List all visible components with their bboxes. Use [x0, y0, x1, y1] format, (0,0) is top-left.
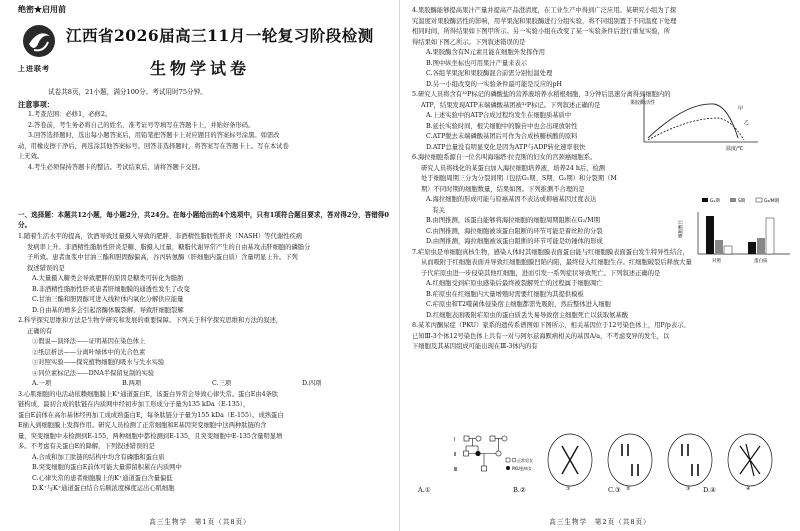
- secret-label: 绝密★启用前: [18, 4, 66, 14]
- item-line: ③对照实验——探究植物细胞的吸水与失水实验: [32, 359, 165, 366]
- question-line: 4.果胶酶能够提高果汁产量并提高产品澄清度，在工业生产中得到广泛应用。某研究小组为了探: [412, 7, 677, 14]
- option: D.四项: [302, 380, 322, 387]
- option-line: B.延长实验时间，根尖细胞中的腺苷中也会出现放射性: [426, 122, 578, 130]
- question-line: 相同时间，所得结果如下图甲所示。另一实验小组在改变了某一实验条件后进行重复实验，所: [412, 28, 671, 35]
- bar-protein-g2m: [766, 218, 774, 254]
- option-line: A.果胶酶含有N元素且能在细胞外发挥作用: [426, 49, 546, 56]
- legend-swatch-g1: [702, 198, 708, 202]
- option-line: A.合成和加工肽链的结构中均含有磷脂和蛋白质: [32, 453, 165, 461]
- question-line: 正确的有: [27, 327, 53, 335]
- option-line: D.另一小组改变的一实验条件最可能是反应的pH: [426, 80, 562, 88]
- cell-3: [668, 434, 712, 492]
- option: D.④: [703, 486, 717, 494]
- series-label-jia: 甲: [738, 106, 744, 112]
- generation-label: Ⅰ: [454, 437, 456, 443]
- y-axis-label: 果胶酶活性: [630, 100, 656, 106]
- bar-control-g1: [706, 216, 714, 254]
- question-line: 2.科学探究思维和方法是生物学研究和发展的重要保障。下列关于科学探究思维和方法的叙述，: [18, 317, 283, 324]
- cell-label: ②: [626, 486, 631, 492]
- question-line: 处于细胞周期三分为分裂间期（包括G₁期、S期、G₂期）和分裂期（M: [421, 175, 617, 182]
- question-line: 量，突变细胞中未检测到E-155，两种细胞中都检测到E-135，且突变细胞中E-135含量明显增: [18, 432, 283, 440]
- option: C.③: [608, 486, 621, 494]
- notes-heading: 注意事项：: [18, 100, 54, 109]
- option-line: B.由图推测，该蛋白能够将海拉细胞的细胞周期阻断在G₂/M期: [426, 217, 600, 224]
- subject-title: 生物学试卷: [149, 59, 250, 78]
- section-heading: 一、选择题：本题共12小题，每小题2分，共24分。在每小题给出的4个选项中，只有1项符合题目要求，答对得2分，答错得0分。: [18, 211, 389, 229]
- item-line: ①假说—演绎法——证明基因在染色体上: [32, 338, 146, 345]
- enzyme-activity-chart: [626, 90, 766, 152]
- bar-control-s: [715, 240, 723, 254]
- legend-pku: PKU患病女: [512, 466, 532, 471]
- page-footer: 高三生物学 第1页（共8页）: [149, 518, 251, 526]
- generation-label: Ⅲ: [454, 467, 458, 473]
- question-line: 下细胞及其基因组成可能出现在Ⅲ-3体内的有: [412, 343, 538, 350]
- cell-label: ④: [746, 486, 751, 492]
- cell-1: [548, 434, 592, 492]
- question-line: 得结果如下图乙所示。下列叙述错误的是: [412, 38, 526, 46]
- question-line: 究温度对果胶酶活性的影响，用苹果泥和果胶酶进行分组实验，将不同组别置于不同温度下处理: [412, 17, 677, 25]
- option: C.三项: [212, 380, 232, 387]
- question-line: 8.某苯丙酮尿症（PKU）家系的遗传系谱图如下图所示，相关基因位于12号染色体上，用P/p表示。: [412, 322, 690, 329]
- item-line: ②纸层析法——分离叶绿体中的光合色素: [32, 348, 146, 356]
- question-line: 期）不同时期的细胞数量，结果如图。下列推测不合理的是: [421, 185, 585, 193]
- question-line: 3.心肌细胞的电活动依赖细胞膜上K⁺通道蛋白E，该蛋白异常会导致心律失常。蛋白E由4条肽: [18, 390, 279, 398]
- option-line: B.非酒精性脂肪性肝炎患者肝细胞膜的通透性发生了改变: [32, 285, 190, 293]
- question-line: 6.海拉细胞系源自一位名叫海瑞塔·拉克斯的妇女的宫颈癌细胞系。: [412, 154, 597, 161]
- option-line: C.甘油三酯和胆固醇可进入线粒体内氧化分解供应能量: [32, 296, 184, 303]
- note-line: 4.考生必须保持答题卡的整洁。考试结束后，请将答题卡交回。: [28, 163, 205, 171]
- legend-g1: G₁期: [710, 199, 720, 204]
- option-line: A.上述实验中的ATP合成过程均发生在细胞质基质中: [426, 112, 572, 119]
- options-row: [18, 379, 392, 390]
- bar-protein-g1: [748, 242, 756, 254]
- option-line: B.突变细胞的蛋白E前体可能大量滞留积累在内质网中: [32, 464, 182, 471]
- question-line: 链构成，最初合成的肽链在内质网中经初步加工形成分子量为135 kDa（E-135），: [18, 401, 250, 408]
- option-line: A.大量摄入糖类会导致肥胖的原因是糖类可转化为脂肪: [32, 275, 184, 282]
- option: A.①: [418, 486, 431, 494]
- option-line: D.由图推测，海拉细胞被该蛋白阻断的环节可能是纺锤体的形成: [426, 238, 603, 245]
- generation-label: Ⅱ: [454, 452, 457, 458]
- legend-swatch-g2m: [756, 198, 762, 202]
- question-line: 从而吸附于红细胞表面并导致红细胞胞膜凹陷内陷，最终侵入红细胞生存。红细胞破裂后释放大量: [421, 259, 692, 266]
- series-label-yi: 乙: [744, 120, 750, 126]
- cell-label: ③: [686, 486, 691, 492]
- question-line: 多。不考虑有关蛋白E的降解，下列叙述错误的是: [18, 443, 155, 450]
- option-line: A.海拉细胞的形成可能与原癌基因不表达或抑癌基因过度表达: [426, 196, 597, 203]
- question-line: 已知Ⅲ-3个体12号染色体上共有一对与阿尔兹海默病相关的基因A/a，不考虑变异的发生，以: [412, 332, 670, 340]
- y-axis-label: 细胞数目: [679, 220, 684, 238]
- category-label: 对照: [712, 259, 721, 264]
- question-line: 蛋白E前体在高尔基体经再加工成成熟蛋白E，每条肽链分子量为155 kDa（E-155）。成熟蛋白: [18, 411, 284, 419]
- right-questions: [412, 6, 792, 353]
- option-line: C.疟原虫和T2噬菌体侵染宿主细胞都需先吸附，然后整体进入细胞: [426, 301, 611, 308]
- page-1: [4, 0, 396, 531]
- page-2: [404, 0, 796, 531]
- option-line: C.ATP脱去末端磷酸基团后可作为合成核糖核酸的原料: [426, 133, 578, 140]
- bar-protein-s: [757, 238, 765, 254]
- option-line: D.自由基的增多会引起溶酶体膜裂解，导致肝细胞裂解: [32, 306, 184, 314]
- option-line: B.疟原虫在红细胞内大量增殖时需要红细胞为其提供模板: [426, 290, 584, 298]
- option-line: C.心律失常的患者细胞膜上的K⁺通道蛋白含量偏低: [32, 474, 173, 482]
- option-line: D.ATP总量没有明显变化是因为ATP与ADP转化速率很快: [426, 143, 586, 151]
- option-line: D.红细胞表面吸附疟原虫的蛋白质丢失易导致宿主细胞死亡以获取氨基酸: [426, 311, 629, 319]
- question-line: 研究人员将线化的某蛋白加入海拉细胞培养液，培养24 h后，检测: [421, 164, 606, 172]
- question-line: 发病率上升。非酒精性脂肪性肝炎是糖、脂摄入过量，糖脂代谢异常产生的自由基攻击肝细胞的磷脂分: [27, 243, 311, 251]
- legend-swatch-s: [730, 198, 736, 202]
- left-questions: [18, 232, 392, 495]
- question-line: ATP，结果发现ATP末端磷酸基团被³²P标记。下列叙述正确的是: [421, 101, 601, 109]
- bar-control-g2m: [724, 246, 732, 254]
- x-axis-label: 温度/℃: [726, 146, 744, 152]
- option: A.一项: [32, 380, 52, 387]
- page-footer: 高三生物学 第2页（共8页）: [549, 518, 651, 526]
- question-line: 叙述错误的是: [27, 264, 65, 272]
- cell-division-figures: [540, 432, 784, 492]
- legend-normal: 正常男女: [517, 458, 533, 463]
- option: B.两项: [122, 380, 142, 387]
- question-line: 7.疟原虫是单细胞真核生物，感染人体时其细胞膜表面蛋白能与红细胞膜表面蛋白发生特异性结合，: [412, 248, 689, 256]
- cell-4: [728, 434, 772, 492]
- exam-title: 江西省2026届高三11月一轮复习阶段检测: [66, 26, 374, 45]
- note-line: 3.回答选择题时，选出每小题答案后，用铅笔把答题卡上对应题目的答案标号涂黑。如需改: [28, 132, 280, 139]
- legend-g2m: G₂/M期: [764, 199, 780, 204]
- category-label: 蛋白质: [754, 259, 768, 264]
- question-line: 子所致。患者血浆中甘油三酯和胆固醇偏高，谷丙转氨酶（肝细胞内蛋白质）含量明显上升。下列: [27, 254, 298, 261]
- note-line: 上无效。: [18, 153, 44, 160]
- pedigree-diagram: [454, 434, 534, 486]
- logo-text: 上进联考: [18, 64, 50, 73]
- item-line: ④同位素标记法——DNA半保留复制的实验: [32, 369, 155, 377]
- question-line: 子代疟原虫进一步侵染其他红细胞，进而引发一系列症状导致死亡。下列叙述正确的是: [421, 269, 661, 277]
- option-line: C.各组苹果泥和果胶酶混合前需分别恒温处理: [426, 70, 553, 77]
- page-divider: [399, 0, 400, 531]
- question-line: E插入到细胞膜上发挥作用。研究人员检测了正常细胞和E基因突变细胞中这两种肽链的含: [18, 422, 267, 429]
- note-line: 动，用橡皮擦干净后，再选涂其他答案标号。回答非选择题时，将答案写在答题卡上。写在本试卷: [18, 142, 289, 150]
- cell-2: [608, 434, 652, 492]
- option-line: 有关: [426, 206, 445, 214]
- question-line: 1.随着生活水平的提高，饮酒导致过量摄入导致的肥胖、非酒精性脂肪性肝炎（NASH）等代谢性疾病: [18, 233, 303, 240]
- option-line: B.图中纵坐标也可用果汁产量来表示: [426, 59, 528, 67]
- notes-list: [18, 110, 390, 173]
- option-line: A.红细胞受到疟原虫感染后最终被裂解死亡的过程属于细胞凋亡: [426, 280, 603, 287]
- option-line: C.由图推测，海拉细胞被该蛋白阻断的环节可能是着丝粒的分裂: [426, 227, 603, 235]
- q8-options-row: [412, 486, 792, 494]
- cell-cycle-bar-chart: [679, 196, 794, 266]
- note-line: 1.考查范围：必修1，必修2。: [28, 111, 112, 118]
- curve-yi: [648, 118, 744, 140]
- note-line: 2.答卷前，考生务必将自己的姓名、准考证号等填写在答题卡上，并贴好条形码。: [28, 121, 255, 129]
- option-line: D.K⁺与K⁺通道蛋白结合后顺浓度梯度运出心肌细胞: [32, 485, 175, 492]
- cell-label: ①: [566, 486, 571, 492]
- exam-meta: 试卷共8页，21小题，满分100分。考试用时75分钟。: [48, 88, 207, 96]
- question-line: 5.研究人员将含有³²P标记的磷酸盐的营养液培养水稻根细胞，3分钟后迅速分离得到细胞内的: [412, 91, 671, 98]
- option: B.②: [513, 486, 526, 494]
- legend-s: S期: [738, 199, 746, 204]
